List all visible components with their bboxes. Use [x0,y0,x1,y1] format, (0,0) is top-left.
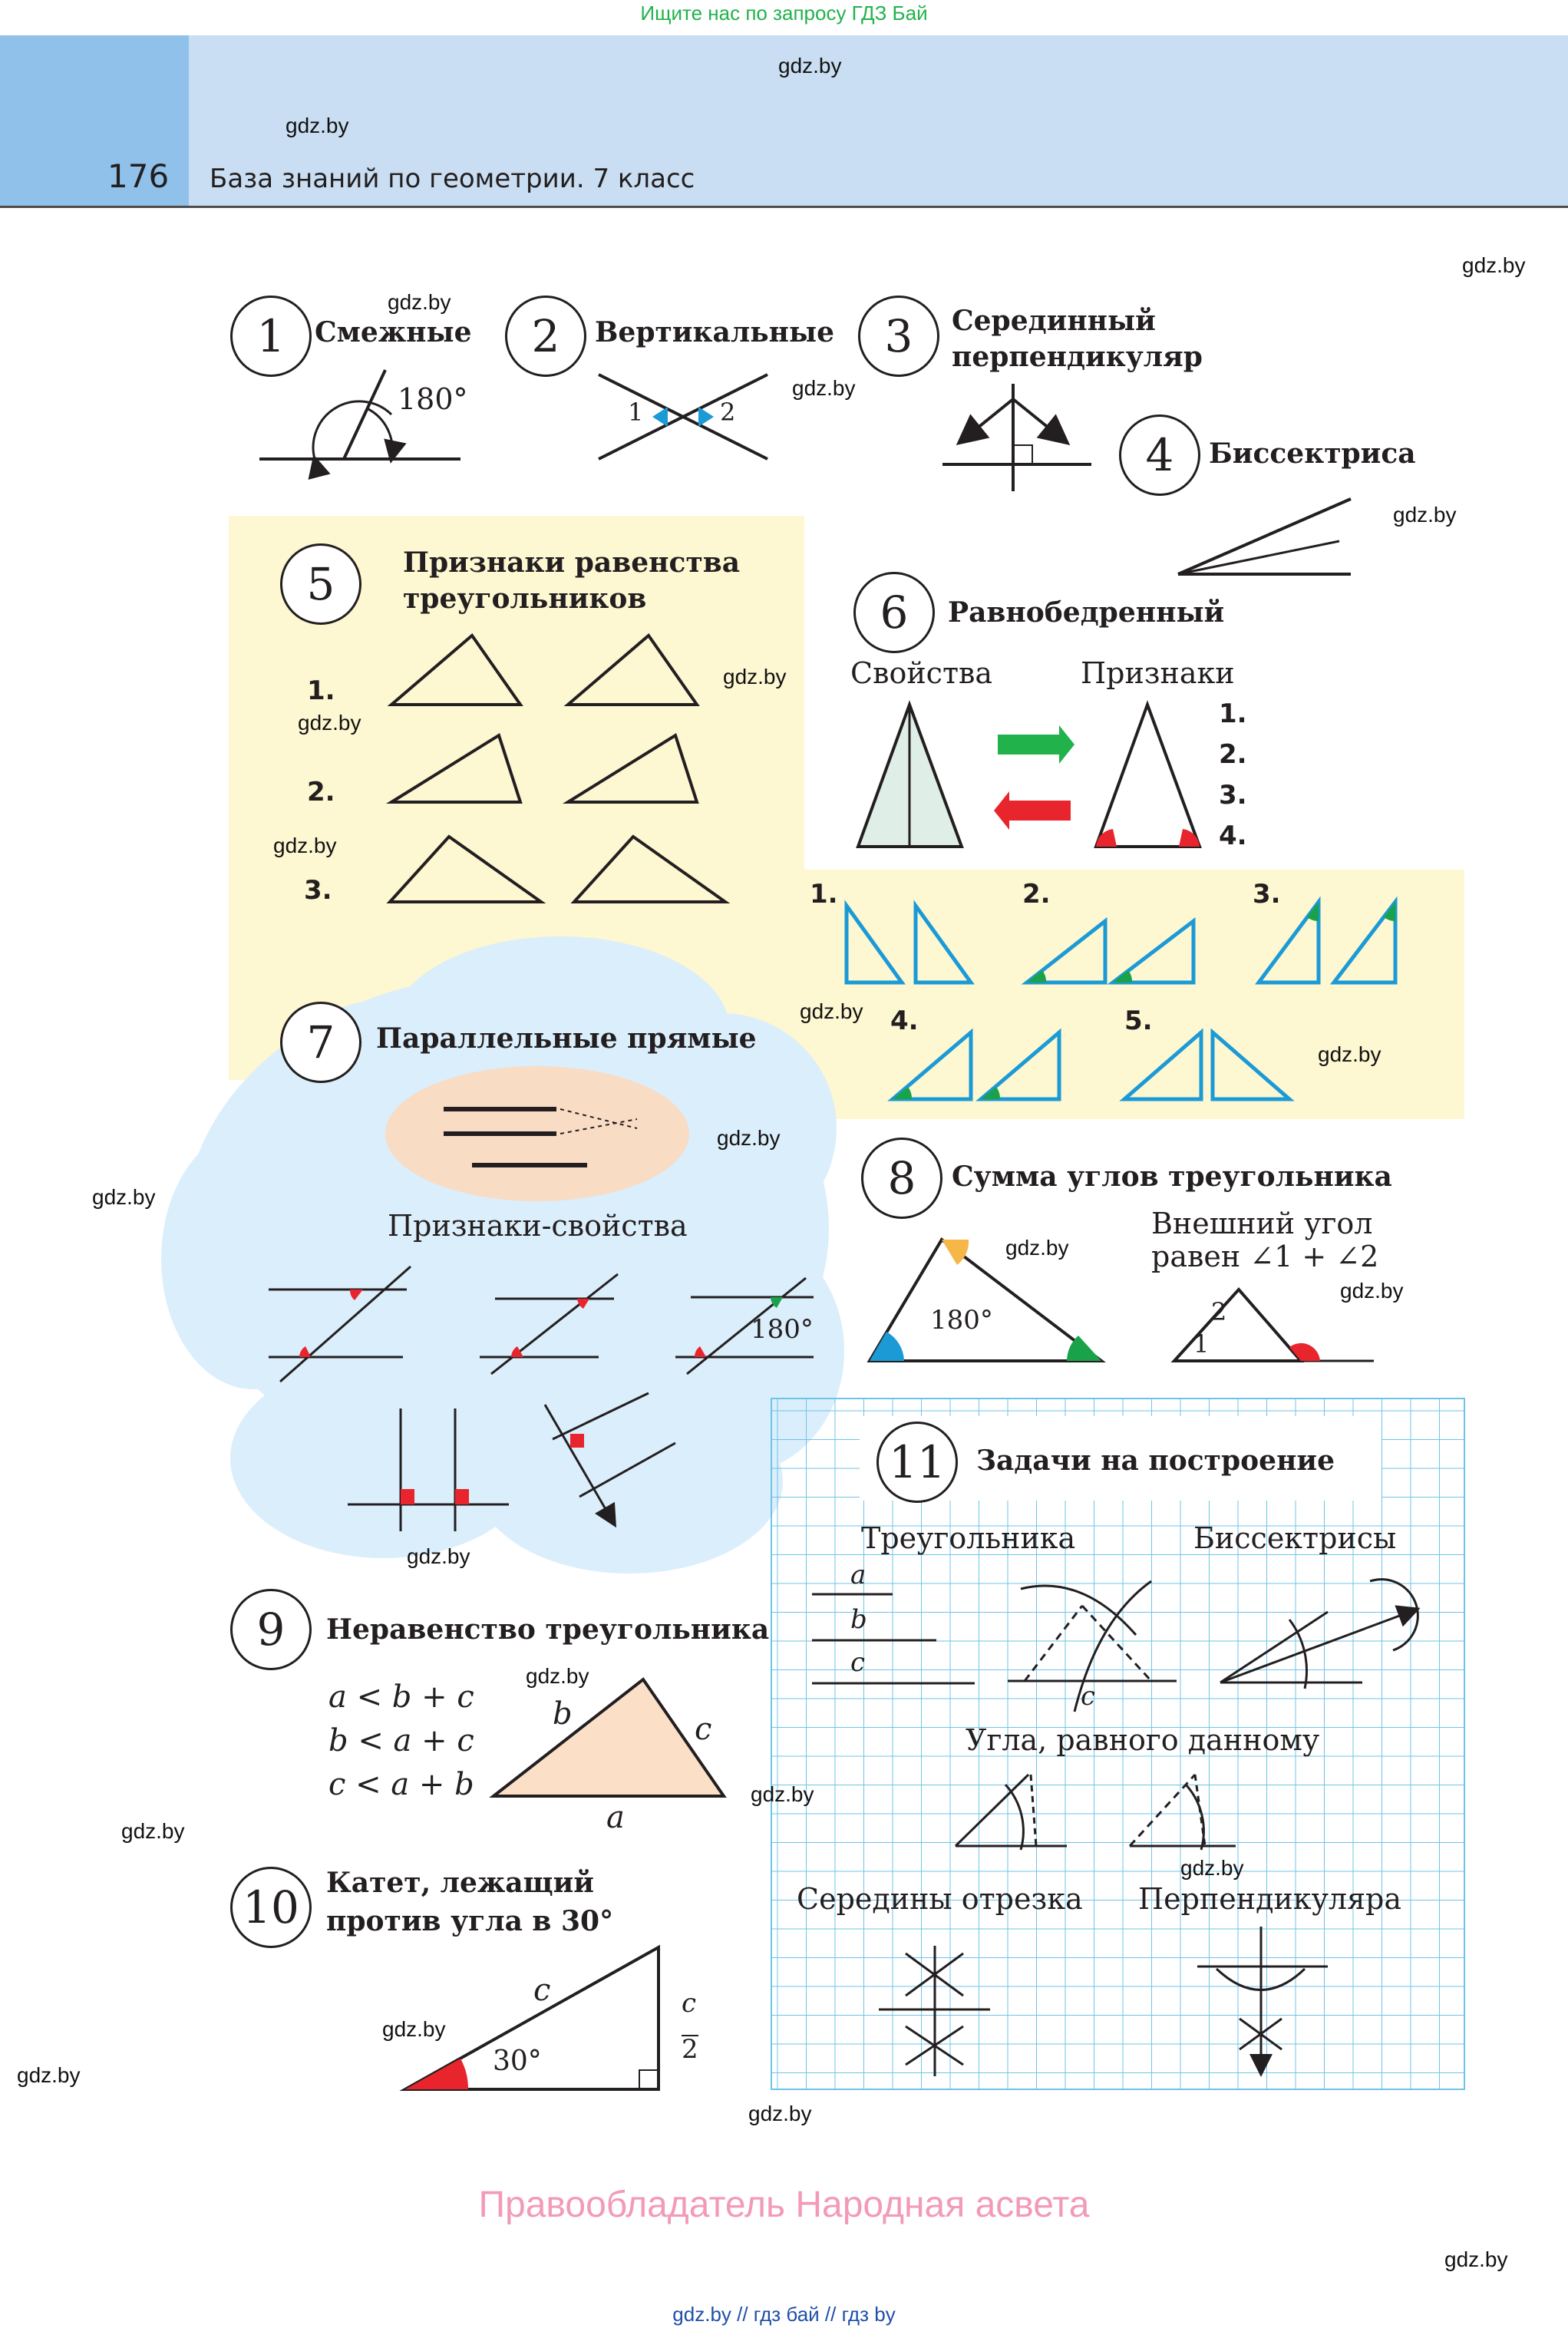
section-5-item-1: 1. [307,675,335,706]
section-11-number: 11 [876,1422,958,1503]
watermark: gdz.by [1340,1279,1404,1303]
copyright-notice: Правообладатель Народная асвета [478,2184,1090,2225]
watermark: gdz.by [751,1782,814,1806]
watermark: gdz.by [298,711,361,735]
section-9-title: Неравенство треугольника [326,1613,770,1646]
section-11-bisector: Биссектрисы [1193,1521,1397,1555]
section-5-item-3: 3. [304,875,332,906]
watermark: gdz.by [286,114,349,137]
section-6-case-5: 5. [1124,1006,1153,1036]
section-6-criteria-4: 4. [1219,821,1247,851]
watermark: gdz.by [792,376,856,400]
section-3-title-line1: Серединный [952,305,1156,337]
section-11-segment-a: a [850,1560,867,1590]
section-1-title: Смежные [315,316,472,348]
section-10-title-line1: Катет, лежащий [326,1867,594,1899]
section-8-label-1: 1 [1193,1329,1210,1359]
section-3-title-line2: перпендикуляр [952,341,1203,373]
section-3-number: 3 [858,296,939,377]
section-8-number: 8 [861,1138,942,1219]
section-5-number: 5 [280,543,361,625]
section-10-title-line2: против угла в 30° [326,1905,614,1937]
watermark: gdz.by [526,1664,589,1688]
section-6-criteria-2: 2. [1219,739,1247,770]
watermark: gdz.by [800,999,863,1023]
watermark: gdz.by [1393,503,1457,527]
section-6-criteria-3: 3. [1219,780,1247,811]
section-9-formula-1: a < b + c [328,1679,474,1715]
section-8-external-line1: Внешний угол [1151,1207,1373,1240]
section-2-label-1: 1 [628,398,644,427]
section-11-equal-angle: Угла, равного данному [966,1723,1320,1757]
page-number: 176 [107,157,170,195]
section-8-external-line2: равен ∠1 + ∠2 [1151,1240,1379,1273]
section-6-case-3: 3. [1253,879,1281,910]
section-9-number: 9 [230,1589,312,1670]
section-11-midpoint: Середины отрезка [797,1882,1083,1916]
watermark: gdz.by [92,1185,156,1209]
section-6-title: Равнобедренный [948,596,1225,629]
section-11-triangle: Треугольника [861,1521,1076,1555]
section-10-half-numerator: c [682,1988,697,2019]
watermark: gdz.by [273,834,337,857]
section-2-label-2: 2 [720,398,736,427]
watermark: gdz.by [748,2102,812,2125]
section-11-perpendicular: Перпендикуляра [1138,1882,1402,1916]
section-8-angle-label: 180° [930,1305,993,1336]
section-6-criteria-1: 1. [1219,698,1247,729]
section-4-title: Биссектриса [1209,438,1416,470]
top-search-note: Ищите нас по запросу ГДЗ Бай [640,2,928,25]
section-7-angle-label: 180° [751,1314,814,1345]
watermark: gdz.by [778,54,842,78]
section-11-segment-c: c [850,1647,866,1678]
section-5-item-2: 2. [307,777,335,807]
section-10-number: 10 [230,1867,312,1948]
section-5-title-line2: треугольников [403,583,647,615]
section-6-case-2: 2. [1022,879,1051,910]
section-10-angle-label: 30° [493,2046,542,2077]
watermark: gdz.by [717,1126,781,1150]
section-9-side-b: b [553,1696,573,1732]
section-8-title: Сумма углов треугольника [952,1161,1392,1193]
section-2-title: Вертикальные [595,316,834,348]
watermark: gdz.by [1462,253,1526,277]
watermark: gdz.by [388,290,451,314]
section-5-title-line1: Признаки равенства [403,547,741,579]
section-7-subtitle: Признаки-свойства [388,1209,688,1243]
watermark: gdz.by [121,1819,185,1843]
section-7-title: Параллельные прямые [376,1022,757,1055]
section-2-number: 2 [505,296,586,377]
section-6-number: 6 [853,572,935,653]
section-1-angle-label: 180° [398,382,468,416]
section-9-side-c: c [695,1712,712,1747]
book-title: База знаний по геометрии. 7 класс [210,163,695,194]
section-9-side-a: a [606,1800,625,1835]
watermark: gdz.by [407,1544,470,1568]
section-8-label-2: 2 [1211,1297,1227,1326]
watermark: gdz.by [17,2063,81,2087]
section-6-case-1: 1. [810,879,838,910]
section-11-base-c: c [1081,1681,1096,1712]
section-6-case-4: 4. [890,1006,919,1036]
watermark: gdz.by [723,665,787,689]
section-6-properties: Свойства [850,656,993,690]
section-10-hypotenuse: c [533,1973,551,2008]
yellow-panel-6 [798,870,1464,1119]
watermark: gdz.by [1180,1856,1244,1880]
section-11-segment-b: b [850,1604,867,1635]
watermark: gdz.by [1318,1042,1381,1066]
section-4-number: 4 [1119,414,1200,496]
section-1-number: 1 [230,296,312,377]
footer-links[interactable]: gdz.by // гдз бай // гдз by [672,2303,896,2326]
section-6-criteria: Признаки [1081,656,1235,690]
section-11-title: Задачи на построение [976,1445,1335,1477]
watermark: gdz.by [1005,1236,1069,1260]
section-9-formula-3: c < a + b [328,1767,474,1802]
watermark: gdz.by [1444,2247,1508,2271]
section-7-number: 7 [280,1002,361,1083]
section-9-formula-2: b < a + c [328,1723,474,1758]
section-10-half-denominator: 2 [682,2034,698,2065]
watermark: gdz.by [382,2017,446,2041]
